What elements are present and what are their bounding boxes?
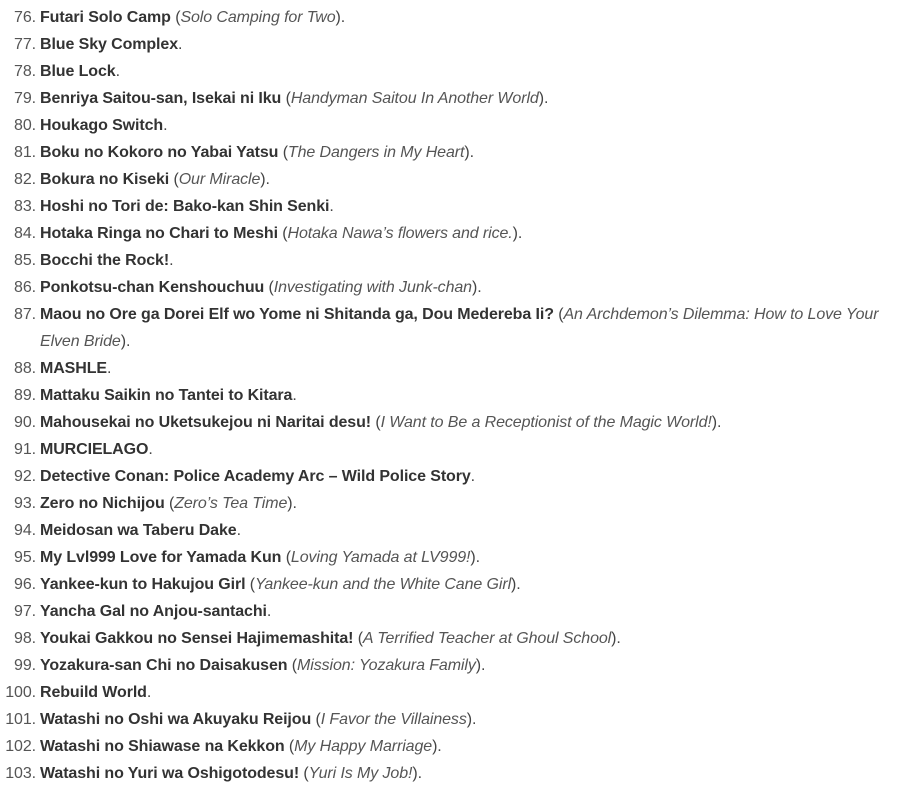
list-item-number: 83. [14,198,36,215]
list-item-title: Hoshi no Tori de: Bako-kan Shin Senki [40,198,330,215]
list-item-title: Yankee-kun to Hakujou Girl [40,576,246,593]
list-item-title: Yancha Gal no Anjou-santachi [40,603,267,620]
list-item-number: 101. [5,711,36,728]
list-item: 102. Watashi no Shiawase na Kekkon (My Happy Marriage). [0,733,900,760]
list-item-title: My Lvl999 Love for Yamada Kun [40,549,282,566]
list-item-title: Blue Lock [40,63,116,80]
list-item-number: 96. [14,576,36,593]
list-item-number: 102. [5,738,36,755]
list-item-title: Zero no Nichijou [40,495,165,512]
list-item-number: 92. [14,468,36,485]
list-item-title: Blue Sky Complex [40,36,179,53]
list-item: 99. Yozakura-san Chi no Daisakusen (Mission: Yozakura Family). [0,652,900,679]
list-item-english-title: The Dangers in My Heart [287,144,465,161]
list-item-title: Detective Conan: Police Academy Arc – Wild Police Story [40,468,471,485]
list-item: 103. Watashi no Yuri wa Oshigotodesu! (Yuri Is My Job!). [0,760,900,787]
list-item-english-title: Loving Yamada at LV999! [290,549,471,566]
list-item-english-title: Yankee-kun and the White Cane Girl [255,576,512,593]
list-item-title: Mahousekai no Uketsukejou ni Naritai desu! [40,414,371,431]
list-item: 90. Mahousekai no Uketsukejou ni Naritai desu! (I Want to Be a Receptionist of the Magic World!). [0,409,900,436]
list-item: 94. Meidosan wa Taberu Dake. [0,517,900,544]
list-item-title: Rebuild World [40,684,147,701]
list-item-number: 81. [14,144,36,161]
list-item: 88. MASHLE. [0,355,900,382]
list-item-number: 79. [14,90,36,107]
list-item-number: 77. [14,36,36,53]
list-item-number: 89. [14,387,36,404]
list-item-title: Futari Solo Camp [40,9,171,26]
list-item: 91. MURCIELAGO. [0,436,900,463]
list-item-title: Boku no Kokoro no Yabai Yatsu [40,144,279,161]
list-item-title: Bokura no Kiseki [40,171,170,188]
list-item: 97. Yancha Gal no Anjou-santachi. [0,598,900,625]
list-item-english-title: Mission: Yozakura Family [297,657,476,674]
list-item: 81. Boku no Kokoro no Yabai Yatsu (The Dangers in My Heart). [0,139,900,166]
list-item: 96. Yankee-kun to Hakujou Girl (Yankee-kun and the White Cane Girl). [0,571,900,598]
list-item: 76. Futari Solo Camp (Solo Camping for Two). [0,4,900,31]
list-item-english-title: Investigating with Junk-chan [273,279,472,296]
list-item: 79. Benriya Saitou-san, Isekai ni Iku (Handyman Saitou In Another World). [0,85,900,112]
list-item-number: 100. [5,684,36,701]
list-item: 85. Bocchi the Rock!. [0,247,900,274]
list-item-english-title: Handyman Saitou In Another World [290,90,539,107]
list-item-number: 87. [14,306,36,323]
list-item-english-title: Yuri Is My Job! [308,765,413,782]
list-item-title: Watashi no Shiawase na Kekkon [40,738,285,755]
list-item-title: Meidosan wa Taberu Dake [40,522,237,539]
list-item-number: 94. [14,522,36,539]
list-item-title: MASHLE [40,360,107,377]
list-item-english-title: I Want to Be a Receptionist of the Magic World! [380,414,712,431]
list-item-title: Bocchi the Rock! [40,252,170,269]
list-item: 84. Hotaka Ringa no Chari to Meshi (Hotaka Nawa’s flowers and rice.). [0,220,900,247]
list-item: 101. Watashi no Oshi wa Akuyaku Reijou (I Favor the Villainess). [0,706,900,733]
list-item-number: 82. [14,171,36,188]
list-item-number: 90. [14,414,36,431]
list-item-number: 99. [14,657,36,674]
list-item-title: Benriya Saitou-san, Isekai ni Iku [40,90,282,107]
list-item-number: 95. [14,549,36,566]
list-item-title: Youkai Gakkou no Sensei Hajimemashita! [40,630,354,647]
list-item: 98. Youkai Gakkou no Sensei Hajimemashita! (A Terrified Teacher at Ghoul School). [0,625,900,652]
list-item-number: 88. [14,360,36,377]
list-item-english-title: I Favor the Villainess [320,711,467,728]
list-item-english-title: Hotaka Nawa’s flowers and rice. [287,225,513,242]
list-item: 100. Rebuild World. [0,679,900,706]
list-item-title: Watashi no Yuri wa Oshigotodesu! [40,765,300,782]
list-item-english-title: An Archdemon’s Dilemma: How to Love Your Elven Bride [40,306,879,350]
list-item-english-title: Solo Camping for Two [180,9,336,26]
list-item-english-title: Our Miracle [178,171,261,188]
list-item-number: 76. [14,9,36,26]
list-item-title: MURCIELAGO [40,441,149,458]
list-item: 93. Zero no Nichijou (Zero’s Tea Time). [0,490,900,517]
list-item-title: Maou no Ore ga Dorei Elf wo Yome ni Shitanda ga, Dou Medereba Ii? [40,306,554,323]
list-item: 92. Detective Conan: Police Academy Arc – Wild Police Story. [0,463,900,490]
list-item: 80. Houkago Switch. [0,112,900,139]
list-item-title: Ponkotsu-chan Kenshouchuu [40,279,265,296]
list-item-title: Hotaka Ringa no Chari to Meshi [40,225,278,242]
list-item-number: 86. [14,279,36,296]
list-item: 78. Blue Lock. [0,58,900,85]
list-item-number: 84. [14,225,36,242]
list-item-title: Yozakura-san Chi no Daisakusen [40,657,288,674]
list-item-number: 93. [14,495,36,512]
list-item-title: Watashi no Oshi wa Akuyaku Reijou [40,711,312,728]
list-item: 89. Mattaku Saikin no Tantei to Kitara. [0,382,900,409]
list-item-number: 91. [14,441,36,458]
list-item: 77. Blue Sky Complex. [0,31,900,58]
list-item-english-title: My Happy Marriage [294,738,433,755]
list-item: 82. Bokura no Kiseki (Our Miracle). [0,166,900,193]
list-item-number: 98. [14,630,36,647]
list-item-english-title: Zero’s Tea Time [174,495,288,512]
list-item-number: 85. [14,252,36,269]
list-item: 95. My Lvl999 Love for Yamada Kun (Loving Yamada at LV999!). [0,544,900,571]
list-item-number: 80. [14,117,36,134]
list-item: 86. Ponkotsu-chan Kenshouchuu (Investigating with Junk-chan). [0,274,900,301]
list-item-number: 103. [5,765,36,782]
list-item-number: 97. [14,603,36,620]
list-item-title: Houkago Switch [40,117,164,134]
list-item: 83. Hoshi no Tori de: Bako-kan Shin Senki. [0,193,900,220]
list-item-number: 78. [14,63,36,80]
list-item-title: Mattaku Saikin no Tantei to Kitara [40,387,293,404]
list-item: 87. Maou no Ore ga Dorei Elf wo Yome ni Shitanda ga, Dou Medereba Ii? (An Archdemon’s Dilemma: How to Love Your Elven Bride). [0,301,900,355]
list-item-english-title: A Terrified Teacher at Ghoul School [362,630,612,647]
